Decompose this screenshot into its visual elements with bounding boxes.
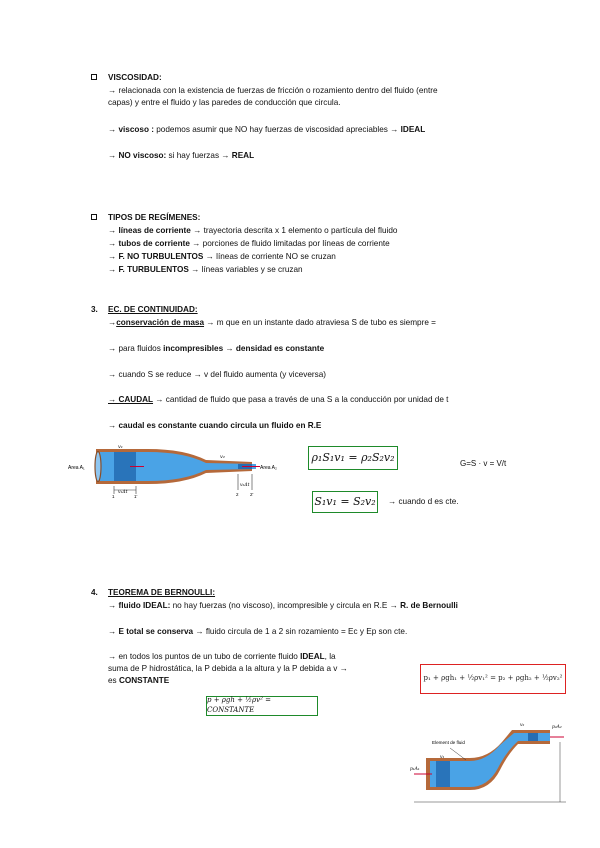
- bernoulli-line3c: [108, 675, 169, 686]
- fig-p2-label: p₂A₂: [552, 725, 562, 730]
- fig-1-label: 1: [112, 494, 115, 498]
- fig-area2-label: Area A₂: [260, 465, 277, 471]
- bernoulli-line2-text: fluido circula de 1 a 2 sin rozamiento = Ec y Ep son cte.: [203, 627, 408, 636]
- viscoso-text: podemos asumir que NO hay fuerzas de viscosidad apreciables →: [153, 125, 401, 134]
- viscosidad-title: VISCOSIDAD:: [108, 73, 162, 82]
- bernoulli-title: TEOREMA DE BERNOULLI:: [108, 588, 216, 597]
- fluido-ideal-label: fluido IDEAL:: [118, 601, 171, 610]
- bernoulli-line1-text: no hay fuerzas (no viscoso), incompresible y circula en R.E →: [170, 601, 401, 610]
- regimen-item-label: F. TURBULENTOS: [118, 265, 189, 274]
- caudal-text: → cantidad de fluido que pasa a través de una S a la conducción por unidad de t: [153, 395, 449, 404]
- bernoulli-equation-constant: p + ρgh + ½ρv² = CONSTANTE: [206, 696, 318, 716]
- viscosidad-line2: capas) y entre el fluido y las paredes de conducción que circula.: [108, 98, 341, 107]
- caudal-label: → CAUDAL: [108, 395, 154, 404]
- regimen-item-label: líneas de corriente: [118, 226, 191, 235]
- ideal-label: IDEAL: [300, 652, 325, 661]
- noviscoso-result: REAL: [231, 151, 255, 160]
- constante-label: CONSTANTE: [118, 676, 170, 685]
- continuity-tube-figure: [66, 440, 288, 498]
- continuidad-line3: → cuando S se reduce → v del fluido aumenta (y viceversa): [108, 370, 326, 379]
- pipe-mouth-1: [95, 452, 101, 482]
- continuidad-line2-text: → para fluidos: [108, 344, 164, 353]
- regimen-item: [108, 238, 390, 249]
- fig-2-label: 2: [236, 492, 239, 497]
- checkbox-bullet-icon: [91, 74, 97, 80]
- regimen-item: [108, 251, 336, 262]
- viscoso-line: [108, 124, 425, 135]
- bernoulli-tube-figure: [410, 714, 570, 806]
- bernoulli-line3a-text: → en todos los puntos de un tubo de corriente fluido: [108, 652, 301, 661]
- regimen-item-label: F. NO TURBULENTOS: [118, 252, 204, 261]
- e-total-label: → E total se conserva →: [108, 627, 204, 636]
- regimen-item-label: tubos de corriente: [118, 239, 190, 248]
- bernoulli-line3a-end: , la: [324, 652, 336, 661]
- fig-element-label: Element de fluid: [432, 740, 465, 745]
- viscoso-label: → viscoso :: [108, 125, 154, 134]
- fluid-element-1: [436, 761, 450, 787]
- bernoulli-result: R. de Bernoulli: [400, 601, 458, 610]
- section-number: 3.: [91, 305, 98, 314]
- conservacion-masa-label: conservación de masa: [116, 318, 205, 327]
- arrow-prefix: →: [108, 265, 119, 274]
- densidad-constante-label: densidad es constante: [235, 344, 325, 353]
- fluid-element-2: [528, 733, 538, 741]
- noviscoso-text: si hay fuerzas →: [166, 151, 232, 160]
- viscosidad-line1: → relacionada con la existencia de fuerzas de fricción o rozamiento dentro del fluido (entre: [108, 86, 438, 95]
- section-number: 4.: [91, 588, 98, 597]
- viscoso-result: IDEAL: [400, 125, 426, 134]
- regimen-item-text: → líneas de corriente NO se cruzan: [203, 252, 336, 261]
- caudal-formula: G=S · v = V/t: [460, 459, 507, 468]
- continuidad-line1: [108, 317, 436, 328]
- fig-1p-label: 1': [134, 494, 138, 498]
- fig-2p-label: 2': [250, 492, 254, 497]
- regimen-item: [108, 225, 397, 236]
- caudal-line: [108, 394, 448, 405]
- continuity-equation-mass: ρ₁S₁v₁ = ρ₂S₂v₂: [308, 446, 398, 470]
- arrow-prefix: →: [108, 239, 119, 248]
- bernoulli-line3a: [108, 651, 336, 662]
- arrow: →: [223, 344, 236, 353]
- regimen-item: [108, 264, 303, 275]
- fig-v1-label: v₁: [440, 755, 445, 760]
- bernoulli-line1: [108, 600, 458, 611]
- checkbox-bullet-icon: [91, 214, 97, 220]
- continuity-equation-volume: S₁v₁ = S₂v₂: [312, 491, 378, 513]
- fig-area1-label: Area A₁: [68, 465, 85, 471]
- fig-p1-label: p₁A₁: [410, 767, 420, 772]
- continuidad-title: EC. DE CONTINUIDAD:: [108, 305, 198, 314]
- regimen-item-text: → porciones de fluido limitadas por líneas de corriente: [189, 239, 390, 248]
- continuidad-line1-text: → m que en un instante dado atraviesa S de tubo es siempre =: [204, 318, 436, 327]
- arrow-prefix: →: [108, 318, 117, 327]
- arrow-prefix: →: [108, 252, 119, 261]
- fig-dt1-label: v₁Δt: [118, 490, 128, 495]
- fig-v2-label: v₂: [520, 723, 525, 728]
- caudal-constante-line: → caudal es constante cuando circula un fluido en R.E: [108, 421, 322, 430]
- regimen-item-text: → trayectoria descrita x 1 elemento o partícula del fluido: [190, 226, 398, 235]
- incompresibles-label: incompresibles: [163, 344, 224, 353]
- bernoulli-equation-two-points: p₁ + ρgh₁ + ½ρv₁² = p₂ + ρgh₂ + ½ρv₂²: [420, 664, 566, 694]
- noviscoso-label: → NO viscoso:: [108, 151, 167, 160]
- bernoulli-line3c-text: es: [108, 676, 119, 685]
- bernoulli-line3b: suma de P hidrostática, la P debida a la altura y la P debida a v →: [108, 664, 348, 673]
- arrow-prefix: →: [108, 601, 119, 610]
- bernoulli-line2: [108, 626, 407, 637]
- regimen-item-text: → líneas variables y se cruzan: [188, 265, 303, 274]
- fig-v2-label: v₂: [220, 454, 225, 460]
- fig-dt2-label: v₂Δt: [240, 483, 250, 488]
- fig-v1-label: v₁: [118, 444, 123, 450]
- noviscoso-line: [108, 150, 254, 161]
- arrow-prefix: →: [108, 226, 119, 235]
- regimenes-title: TIPOS DE REGÍMENES:: [108, 213, 201, 222]
- cuando-d-cte-text: → cuando d es cte.: [388, 497, 459, 506]
- continuidad-line2: [108, 343, 324, 354]
